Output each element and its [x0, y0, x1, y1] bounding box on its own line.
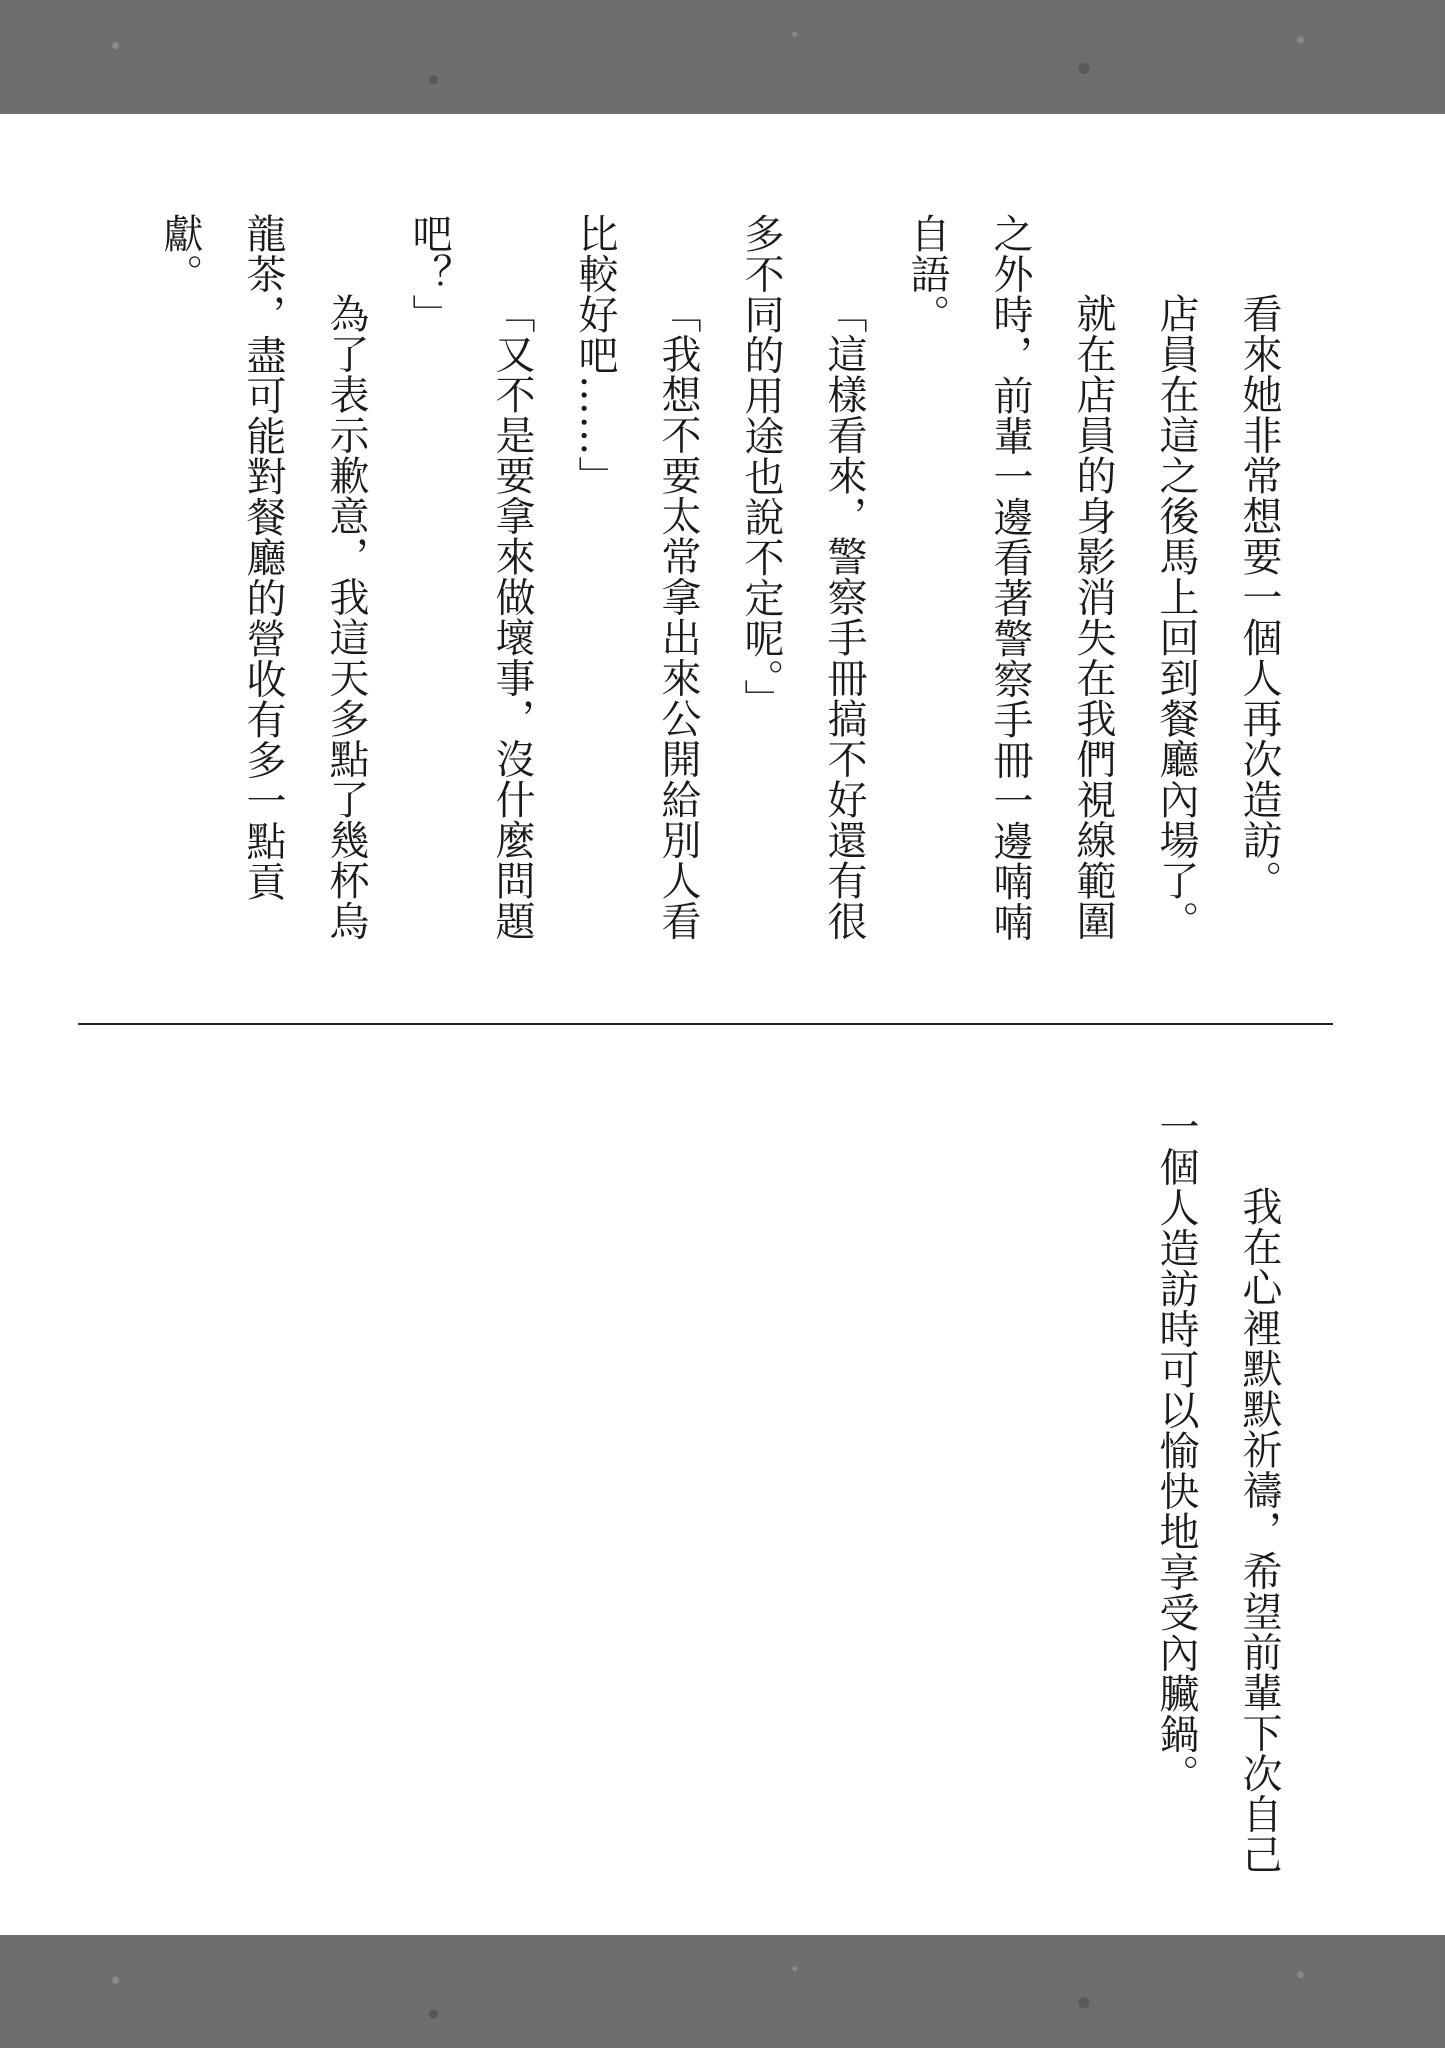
text-column: 看來她非常想要一個人再次造訪。	[1236, 293, 1282, 901]
text-column: 一個人造訪時可以愉快地享受內臟鍋。	[1153, 1106, 1199, 1795]
bottom-text-section	[1134, 1106, 1300, 1875]
text-column: 多不同的用途也說不定呢。」	[738, 213, 784, 720]
text-column: 「我想不要太常拿出來公開給別人看	[655, 293, 701, 941]
text-column: 我在心裡默默祈禱，希望前輩下次自己	[1236, 1186, 1282, 1875]
text-column: 之外時，前輩一邊看著警察手冊一邊喃喃	[987, 213, 1033, 942]
text-column: 就在店員的身影消失在我們視線範圍	[1070, 293, 1116, 941]
top-text-section	[138, 213, 1300, 942]
text-column: 獻。	[157, 213, 203, 294]
text-column: 「這樣看來，警察手冊搞不好還有很	[821, 293, 867, 941]
text-column: 自語。	[904, 213, 950, 335]
top-gray-band	[0, 0, 1445, 114]
text-column: 為了表示歉意，我這天多點了幾杯烏	[323, 293, 369, 941]
text-column: 比較好吧……」	[572, 213, 618, 497]
text-column: 「又不是要拿來做壞事，沒什麼問題	[489, 293, 535, 941]
text-column: 龍茶，盡可能對餐廳的營收有多一點貢	[240, 213, 286, 902]
text-column: 吧？」	[406, 213, 452, 335]
text-column: 店員在這之後馬上回到餐廳內場了。	[1153, 293, 1199, 941]
bottom-gray-band	[0, 1935, 1445, 2048]
section-divider	[78, 1023, 1333, 1025]
